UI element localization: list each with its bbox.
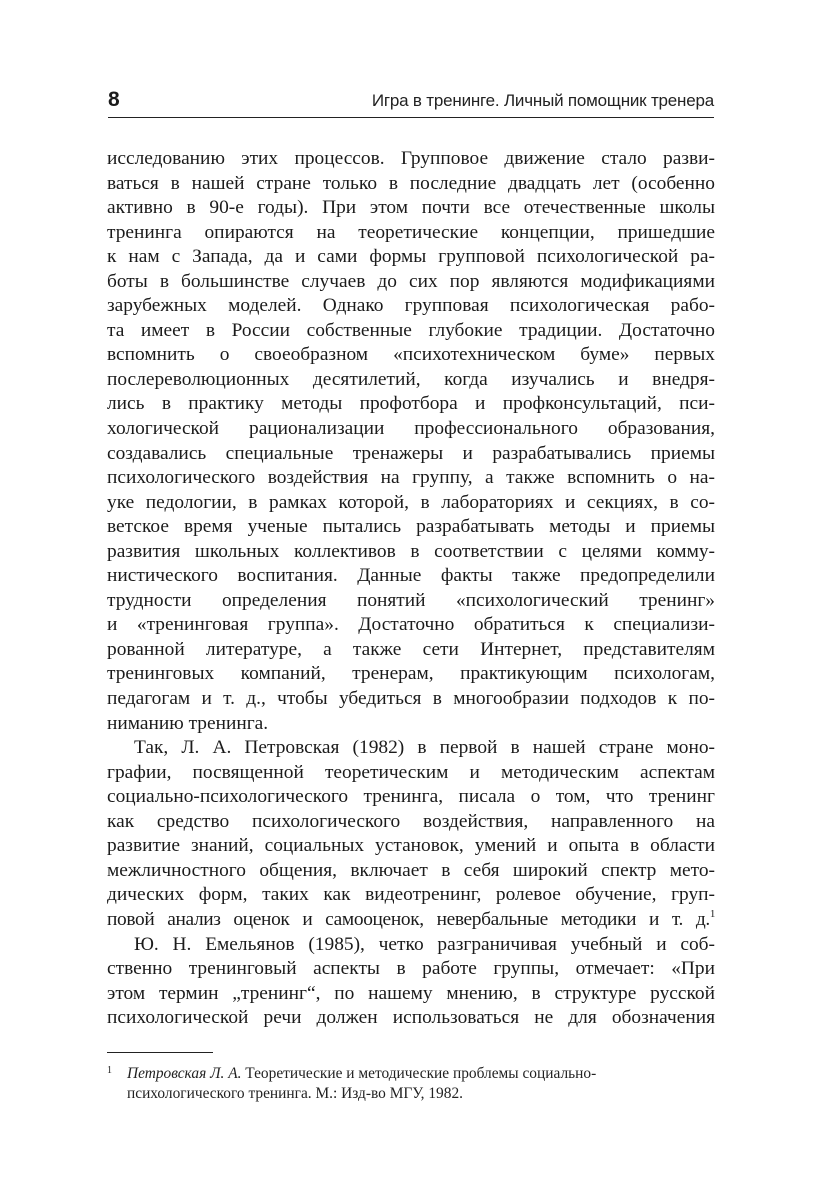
text-line: социально-психологического тренинга, писала о том, что тренинг [107,786,715,808]
text-line: развития школьных коллективов в соответствии с целями комму- [107,540,715,562]
text-line: лись в практику методы профотбора и профконсультаций, пси- [107,393,715,415]
text-line: ветское время ученые пытались разрабатывать методы и приемы [107,516,715,538]
text-line: создавались специальные тренажеры и разрабатывались приемы [107,442,715,464]
text-line: нистического воспитания. Данные факты также предопределили [107,565,715,587]
footnote-line: психологического тренинга. М.: Изд-во МГУ, 1982. [127,1085,463,1102]
text-line: ваться в нашей стране только в последние двадцать лет (особенно [107,172,715,194]
text-line: та имеет в России собственные глубокие традиции. Достаточно [107,319,715,341]
text-line: Ю. Н. Емельянов (1985), четко разграничивая учебный и соб- [134,933,715,955]
text-line: этом термин „тренинг“, по нашему мнению, в структуре русской [107,982,715,1004]
footnote-marker: 1 [107,1065,112,1076]
text-line: ниманию тренинга. [107,712,269,734]
running-header [108,85,714,118]
text-line: к нам с Запада, да и сами формы групповой психологической ра- [107,246,715,268]
text-line: как средство психологического воздействия, направленного на [107,810,715,832]
text-line: хологической рационализации профессионального образования, [107,418,715,440]
text-line: психологического воздействия на группу, а также вспомнить о на- [107,467,715,489]
text-line: тренинга опираются на теоретические концепции, пришедшие [107,221,715,243]
footnote [107,1064,715,1104]
text-line: вспомнить о своеобразном «психотехническом буме» первых [107,344,715,366]
text-line: ственно тренинговый аспекты в работе группы, отмечает: «При [107,958,715,980]
footnote-reference[interactable]: 1 [709,907,715,920]
text-line: Так, Л. А. Петровская (1982) в первой в нашей стране моно- [134,737,715,759]
text-line: дических форм, таких как видеотренинг, ролевое обучение, груп- [107,884,715,906]
text-line: графии, посвященной теоретическим и методическим аспектам [107,761,715,783]
footnote-separator [107,1052,213,1053]
text-line-with-footnote [107,908,715,933]
footnote-text [127,1064,715,1104]
text-line: рованной литературе, а также сети Интернет, представителям [107,638,715,660]
text-line: межличностного общения, включает в себя широкий спектр мето- [107,859,715,881]
text-line: активно в 90-е годы). При этом почти все отечественные школы [107,197,715,219]
text-line: и «тренинговая группа». Достаточно обратиться к специализи- [107,614,715,636]
footnote-line [127,1064,715,1084]
page-number: 8 [108,88,121,111]
text-line: развитие знаний, социальных установок, умений и опыта в области [107,835,715,857]
text-line: боты в большинстве случаев до сих пор являются модификациями [107,270,715,292]
text-line: тренинговых компаний, тренерам, практикующим психологам, [107,663,715,685]
text-line: исследованию этих процессов. Групповое движение стало разви- [107,148,715,169]
main-text [107,147,715,1031]
text-line: психологической речи должен использоваться не для обозначения [107,1007,715,1029]
text-line: педагогам и т. д., чтобы убедиться в многообразии подходов к по- [107,688,715,710]
text-line: трудности определения понятий «психологический тренинг» [107,589,715,611]
footnote-title: Теоретические и методические проблемы социально- [241,1065,597,1082]
text-line: послереволюционных десятилетий, когда изучались и внедря- [107,368,715,390]
text-line-content: повой анализ оценок и самооценок, невербальные методики и т. д. [107,908,710,930]
text-line: уке педологии, в рамках которой, в лабораториях и секциях, в со- [107,491,715,513]
text-line: зарубежных моделей. Однако групповая психологическая рабо- [107,295,715,317]
running-head-title: Игра в тренинге. Личный помощник тренера [371,91,714,110]
footnote-author: Петровская Л. А. [127,1065,242,1082]
